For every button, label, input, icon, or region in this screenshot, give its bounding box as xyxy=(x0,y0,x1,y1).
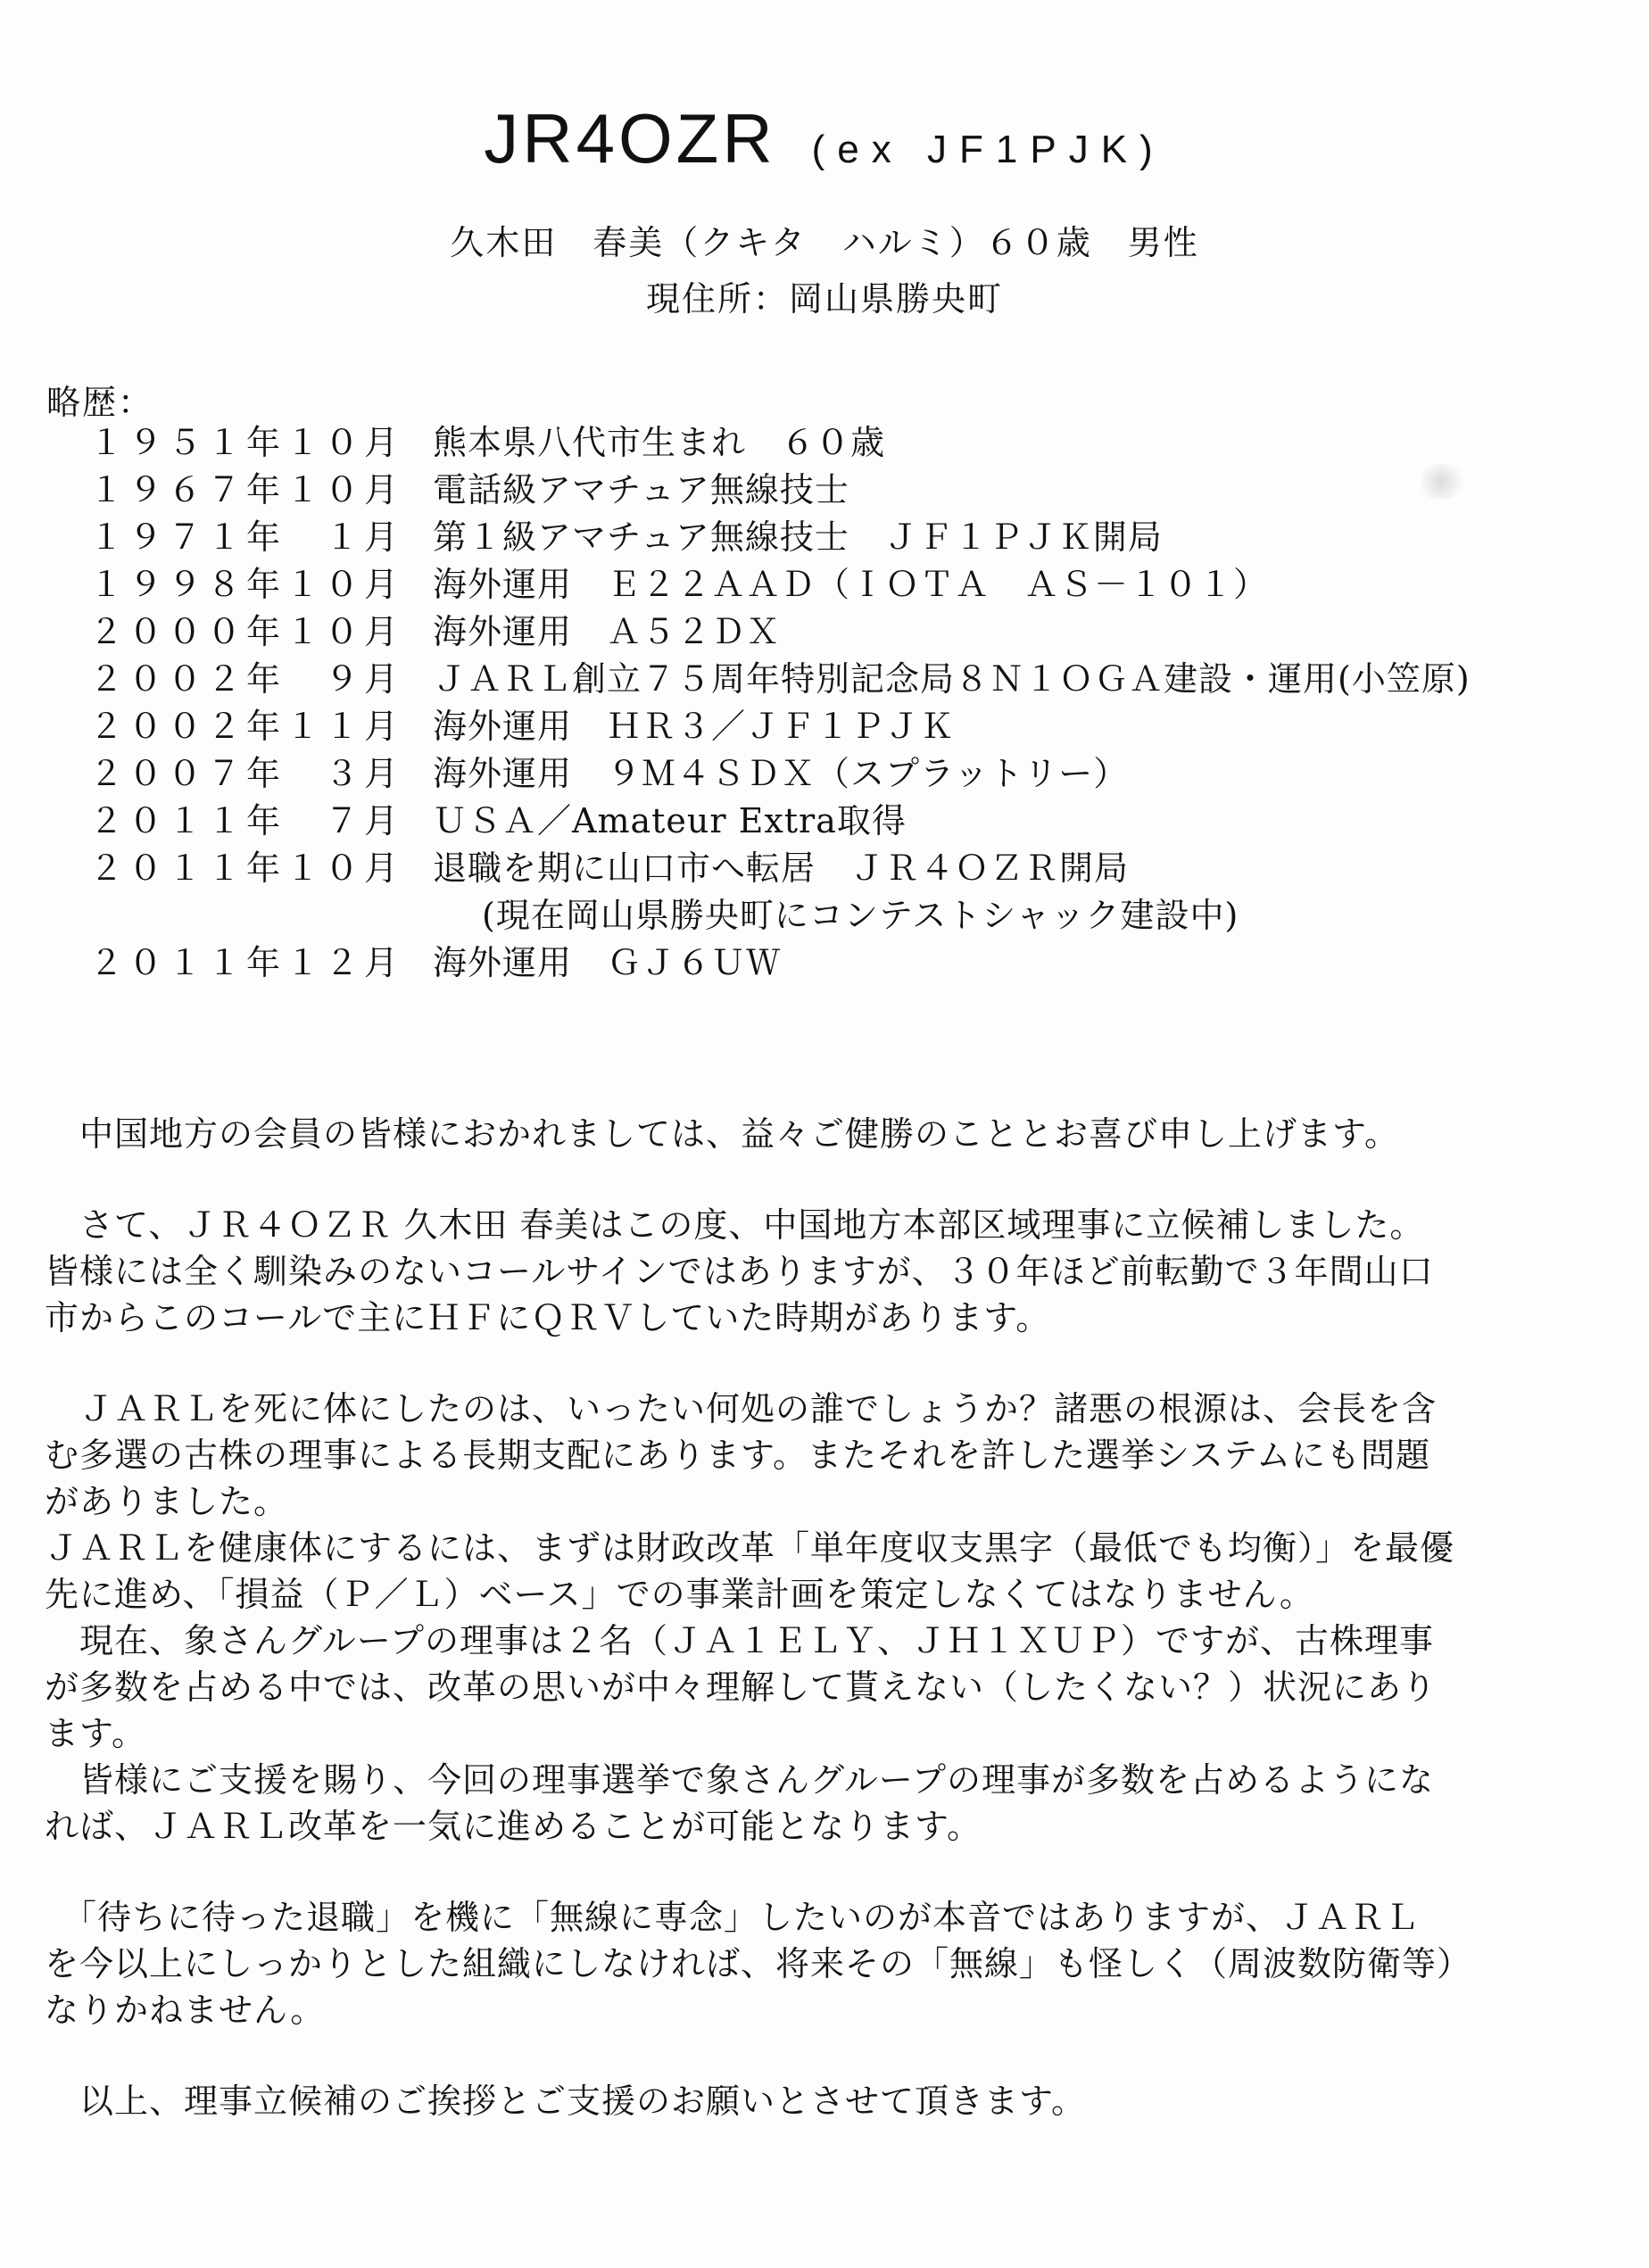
statement-body xyxy=(45,1111,1615,2124)
header xyxy=(0,98,1649,320)
history-date: ２０００年１０月 xyxy=(89,612,404,651)
history-text: 海外運用 ＨＲ３／ＪＦ１ＰＪＫ xyxy=(433,707,956,746)
history-text: 海外運用 ＧＪ６ＵＷ xyxy=(433,943,782,982)
history-row xyxy=(89,750,1606,798)
history-label: 略歴： xyxy=(46,383,154,422)
history-text: 熊本県八代市生まれ ６０歳 xyxy=(433,423,886,462)
history-row xyxy=(89,514,1606,561)
history-text: 退職を期に山口市へ転居 ＪＲ４ＯＺＲ開局 xyxy=(433,848,1130,888)
history-row xyxy=(89,561,1606,608)
paragraph-closing: 以上、理事立候補のご挨拶とご支援のお願いとさせて頂きます。 xyxy=(45,2082,1086,2121)
callsign: JR4OZR xyxy=(484,99,776,178)
history-row-continuation xyxy=(89,892,1606,939)
history-text: ＵＳＡ／Amateur Extra取得 xyxy=(433,801,907,840)
history-list xyxy=(89,419,1606,987)
history-text: 第１級アマチュア無線技士 ＪＦ１ＰＪＫ開局 xyxy=(433,517,1163,557)
history-text: 海外運用 ９Ｍ４ＳＤＸ（スプラットリー） xyxy=(433,754,1129,793)
history-date: ２００２年１１月 xyxy=(89,707,404,746)
paragraph-current-state: 現在、象さんグループの理事は２名（ＪＡ１ＥＬＹ、ＪＨ１ＸＵＰ）ですが、古株理事 が多数を占める中では、改革の思いが中々理解して貰えない（したくない？）状況にあり ます。 xyxy=(45,1621,1438,1753)
history-date: １９７１年 １月 xyxy=(89,517,404,557)
history-row xyxy=(89,419,1606,467)
history-row xyxy=(89,608,1606,656)
paragraph-reform: ＪＡＲＬを健康体にするには、まずは財政改革「単年度収支黒字（最低でも均衡）」を最優 先に進め、「損益（Ｐ／Ｌ）ベース」での事業計画を策定しなくてはなりません。 xyxy=(45,1528,1455,1614)
history-row xyxy=(89,798,1606,845)
paragraph-support: 皆様にご支援を賜り、今回の理事選挙で象さんグループの理事が多数を占めるようにな れば、ＪＡＲＬ改革を一気に進めることが可能となります。 xyxy=(45,1760,1434,1846)
history-row xyxy=(89,703,1606,750)
history-date: ２０１１年１２月 xyxy=(89,943,404,982)
history-date: １９５１年１０月 xyxy=(89,423,404,462)
history-date: １９６７年１０月 xyxy=(89,470,404,509)
history-date: ２００２年 ９月 xyxy=(89,659,404,699)
paragraph-candidacy: さて、ＪＲ４ＯＺＲ 久木田 春美はこの度、中国地方本部区域理事に立候補しました。 皆様には全く馴染みのないコールサインではありますが、３０年ほど前転勤で３年間山口 市からこのコールで主にＨＦにＱＲＶしていた時期があります。 xyxy=(45,1205,1434,1337)
paragraph-greeting: 中国地方の会員の皆様におかれましては、益々ご健勝のこととお喜び申し上げます。 xyxy=(45,1114,1399,1154)
history-row xyxy=(89,845,1606,892)
candidate-address: 現住所：岡山県勝央町 xyxy=(645,279,1003,319)
history-date xyxy=(89,892,410,939)
history-text: 海外運用 Ａ５２ＤＸ xyxy=(433,612,782,651)
history-date: ２０１１年 ７月 xyxy=(89,801,404,840)
history-text: 電話級アマチュア無線技士 xyxy=(433,470,849,509)
history-row xyxy=(89,656,1606,703)
history-date: ２０１１年１０月 xyxy=(89,848,404,888)
paragraph-motivation: 「待ちに待った退職」を機に「無線に専念」したいのが本音ではありますが、ＪＡＲＬ を今以上にしっかりとした組織にしなければ、将来その「無線」も怪しく（周波数防衛等） なりかねません。 xyxy=(45,1898,1472,2030)
former-callsign: (ex JF1PJK) xyxy=(811,128,1165,171)
history-text: (現在岡山県勝央町にコンテストシャック建設中) xyxy=(482,896,1239,935)
history-date: １９９８年１０月 xyxy=(89,565,404,604)
history-date: ２００７年 ３月 xyxy=(89,754,404,793)
history-text: ＪＡＲＬ創立７５周年特別記念局８Ｎ１ＯＧＡ建設・運用(小笠原) xyxy=(433,659,1471,699)
history-row xyxy=(89,939,1606,987)
history-row xyxy=(89,467,1606,514)
title-line xyxy=(0,98,1649,179)
paragraph-problem: ＪＡＲＬを死に体にしたのは、いったい何処の誰でしょうか？諸悪の根源は、会長を含 む多選の古株の理事による長期支配にあります。またそれを許した選挙システムにも問題 がありました。 xyxy=(45,1389,1438,1521)
candidate-name: 久木田 春美（クキタ ハルミ）６０歳 男性 xyxy=(450,223,1199,262)
history-text: 海外運用 Ｅ２２ＡＡＤ（ＩＯＴＡ ＡＳ－１０１） xyxy=(433,565,1269,604)
